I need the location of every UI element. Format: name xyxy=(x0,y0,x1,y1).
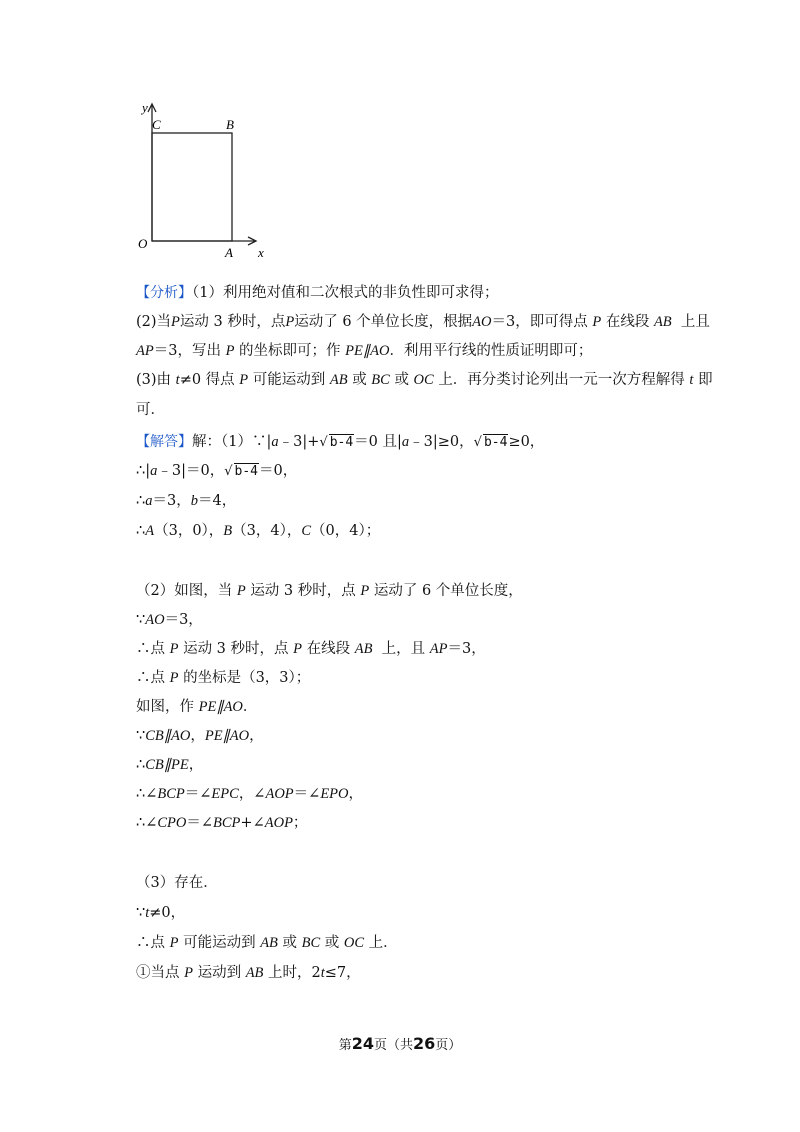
answer-line-13: ∴∠CPO＝∠BCP+∠AOP； xyxy=(136,815,308,831)
answer-line-17: ①当点 P 运动到 AB 上时，2t≤7， xyxy=(136,965,361,981)
analysis-tag: 【分析】 xyxy=(136,285,192,301)
answer-line-16: ∴点 P 可能运动到 AB 或 BC 或 OC 上． xyxy=(136,935,398,951)
answer-line-8: ∴点 P 的坐标是（3，3）； xyxy=(136,670,311,686)
rectangle-oabc xyxy=(152,133,232,241)
answer-line-3: ∴a＝3，b＝4， xyxy=(136,493,237,509)
sqrt-symbol: √ xyxy=(319,435,328,450)
analysis-line-1: 【分析】（1）利用绝对值和二次根式的非负性即可求得； xyxy=(136,285,499,301)
radicand: b-4 xyxy=(329,435,354,450)
answer-line-15: ∵t≠0， xyxy=(136,905,186,921)
analysis-line-2: (2)当P运动 3 秒时，点P运动了 6 个单位长度，根据AO＝3，即可得点 P 在线段 AB 上且 xyxy=(136,314,710,330)
answer-line-11: ∴CB∥PE， xyxy=(136,757,204,773)
answer-line-6: ∵AO＝3， xyxy=(136,612,203,628)
page-footer: 第24页（共26页） xyxy=(338,1034,462,1053)
analysis-line-4: (3)由 t≠0 得点 P 可能运动到 AB 或 BC 或 OC 上．再分类讨论列出一元一次方程解得 t 即 xyxy=(136,372,713,388)
page-total: 26 xyxy=(413,1034,436,1053)
answer-line-12: ∴∠BCP＝∠EPC，∠AOP＝∠EPO， xyxy=(136,786,363,802)
analysis-line-5: 可． xyxy=(136,402,165,418)
page-number: 24 xyxy=(351,1034,374,1053)
answer-line-9: 如图，作 PE∥AO． xyxy=(136,699,258,715)
answer-line-10: ∵CB∥AO，PE∥AO， xyxy=(136,728,264,744)
answer-line-14: （3）存在． xyxy=(136,875,218,891)
answer-tag: 【解答】 xyxy=(136,434,192,450)
label-a: A xyxy=(225,245,233,260)
label-y: y xyxy=(142,100,148,115)
answer-line-7: ∴点 P 运动 3 秒时，点 P 在线段 AB 上，且 AP＝3， xyxy=(136,641,486,657)
label-c: C xyxy=(152,117,161,132)
label-b: B xyxy=(226,117,234,132)
answer-line-1: 【解答】解：（1）∵|a﹣3|+√ b-4＝0 且|a﹣3|≥0，√ b-4≥0， xyxy=(136,434,545,450)
coordinate-diagram xyxy=(130,95,270,260)
answer-line-5: （2）如图，当 P 运动 3 秒时，点 P 运动了 6 个单位长度， xyxy=(136,583,523,599)
analysis-line-3: AP＝3，写出 P 的坐标即可；作 PE∥AO．利用平行线的性质证明即可； xyxy=(136,343,593,359)
answer-line-4: ∴A（3，0），B（3，4），C（0，4）； xyxy=(136,523,381,539)
label-o: O xyxy=(138,236,148,251)
answer-line-2: ∴|a﹣3|＝0，√ b-4＝0， xyxy=(136,463,298,479)
label-x: x xyxy=(258,245,264,260)
